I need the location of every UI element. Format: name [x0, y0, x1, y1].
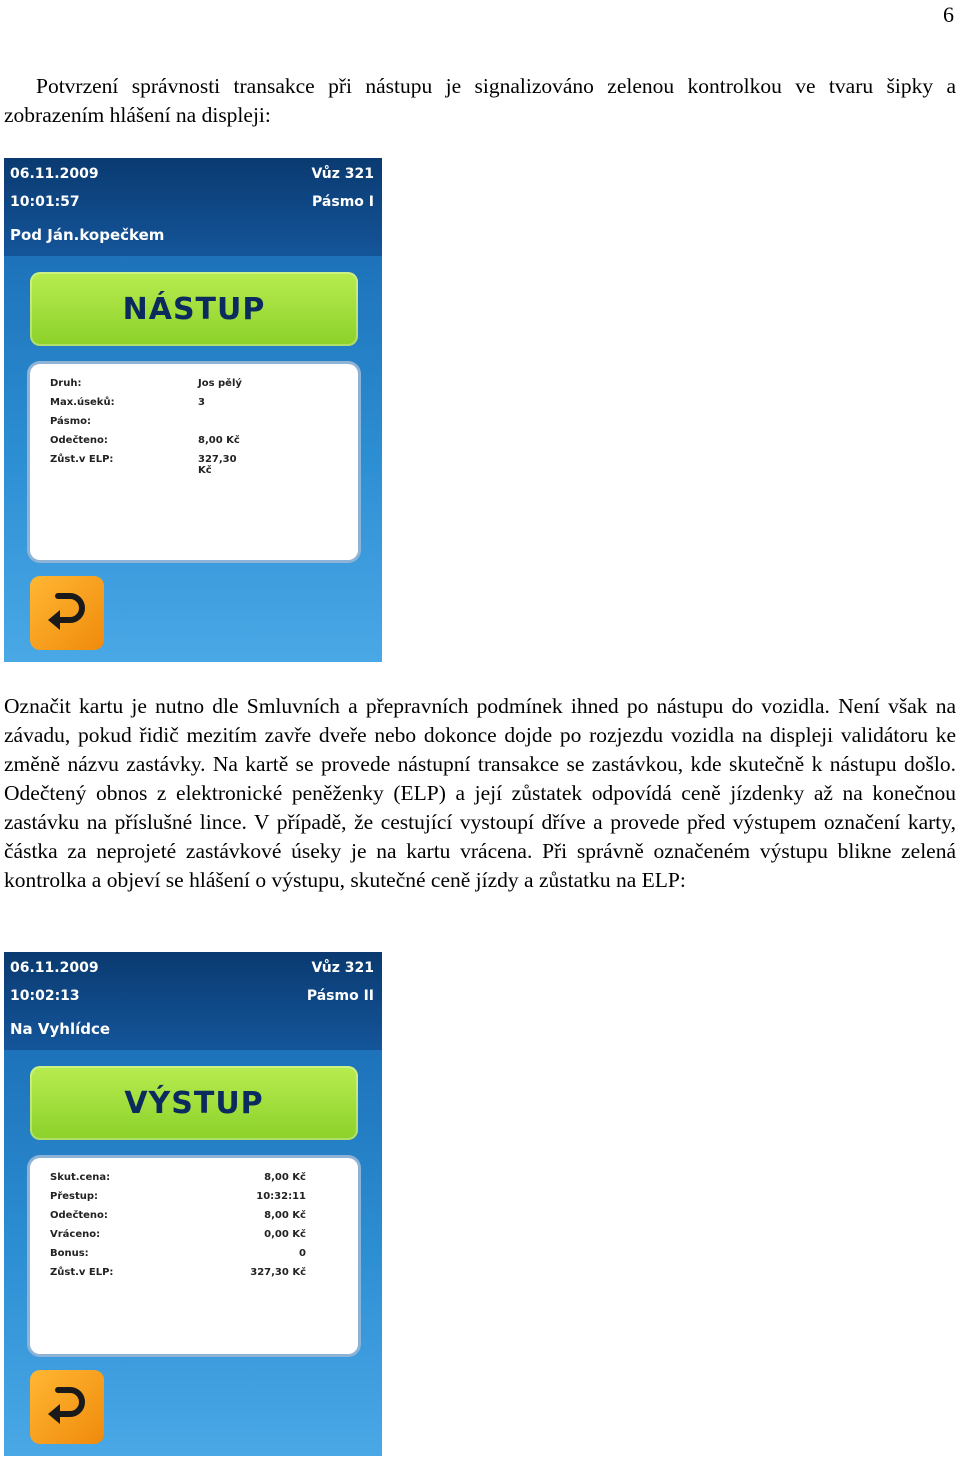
info-value: 0,00 Kč — [264, 1229, 306, 1240]
back-button[interactable] — [30, 576, 104, 650]
info-value: 3 — [198, 397, 205, 408]
vehicle-label: Vůz 321 — [311, 166, 374, 182]
return-arrow-icon — [44, 590, 90, 636]
info-value: Jos pělý — [198, 378, 242, 389]
screen-header — [4, 158, 382, 256]
info-label: Přestup: — [50, 1191, 99, 1202]
info-label: Odečteno: — [50, 1210, 108, 1221]
transaction-rows — [50, 378, 250, 476]
status-banner-text: NÁSTUP — [122, 291, 266, 327]
info-label: Zůst.v ELP: — [50, 1267, 114, 1278]
page-number: 6 — [943, 2, 954, 27]
transaction-panel — [30, 1158, 358, 1354]
info-row — [50, 1229, 306, 1248]
zone-label: Pásmo II — [306, 988, 374, 1004]
status-banner-text: VÝSTUP — [124, 1085, 264, 1121]
transaction-panel — [30, 364, 358, 560]
info-label: Odečteno: — [50, 435, 108, 446]
info-value: 8,00 Kč — [198, 435, 240, 446]
return-arrow-icon — [44, 1384, 90, 1430]
paragraph-intro: Potvrzení správnosti transakce při nástupu je signalizováno zelenou kontrolkou ve tvaru šipky a zobrazením hlášení na displeji: — [4, 74, 956, 127]
zone-label: Pásmo I — [312, 194, 374, 210]
info-row — [50, 1210, 306, 1229]
info-label: Zůst.v ELP: — [50, 454, 114, 465]
validator-screen-boarding — [4, 158, 382, 662]
stop-name: Pod Ján.kopečkem — [10, 226, 165, 244]
info-value: 0 — [299, 1248, 306, 1259]
info-label: Max.úseků: — [50, 397, 115, 408]
paragraph-body: Označit kartu je nutno dle Smluvních a přepravních podmínek ihned po nástupu do vozidla. Není však na závadu, pokud řidič mezitím zavře dveře nebo dokonce dojde po rozjezdu vozidla na displeji validátoru ke změně názvu zastávky. Na kartě se provede nástupní transakce se zastávkou, kde skutečně k nástupu došlo. Odečtený obnos z elektronické peněženky (ELP) a její zůstatek odpovídá ceně jízdenky až na konečnou zastávku na příslušné lince. V případě, že cestující vystoupí dříve a provede před výstupem označení karty, částka za neprojeté zastávkové úseky je na kartu vrácena. Při správně označeném výstupu blikne zelená kontrolka a objeví se hlášení o výstupu, skutečné ceně jízdy a zůstatku na ELP: — [4, 694, 956, 892]
info-value: 327,30 Kč — [250, 1267, 306, 1278]
date-label: 06.11.2009 — [10, 960, 99, 976]
info-label: Bonus: — [50, 1248, 89, 1259]
date-label: 06.11.2009 — [10, 166, 99, 182]
vehicle-label: Vůz 321 — [311, 960, 374, 976]
info-row — [50, 416, 250, 435]
info-label: Skut.cena: — [50, 1172, 111, 1183]
info-row — [50, 1248, 306, 1267]
time-label: 10:02:13 — [10, 988, 80, 1004]
info-row — [50, 435, 250, 454]
info-label: Vráceno: — [50, 1229, 101, 1240]
info-row — [50, 1191, 306, 1210]
screen-header — [4, 952, 382, 1050]
status-banner — [30, 1066, 358, 1140]
info-label: Pásmo: — [50, 416, 92, 427]
transaction-rows — [50, 1172, 306, 1286]
back-button[interactable] — [30, 1370, 104, 1444]
info-value: 10:32:11 — [256, 1191, 306, 1202]
info-value: 8,00 Kč — [264, 1172, 306, 1183]
info-row — [50, 397, 250, 416]
validator-screen-exit — [4, 952, 382, 1456]
info-row — [50, 1267, 306, 1286]
status-banner — [30, 272, 358, 346]
info-row — [50, 454, 250, 476]
stop-name: Na Vyhlídce — [10, 1020, 111, 1038]
info-value: 8,00 Kč — [264, 1210, 306, 1221]
info-row — [50, 1172, 306, 1191]
time-label: 10:01:57 — [10, 194, 80, 210]
info-row — [50, 378, 250, 397]
info-value: 327,30 Kč — [198, 454, 237, 476]
info-label: Druh: — [50, 378, 82, 389]
